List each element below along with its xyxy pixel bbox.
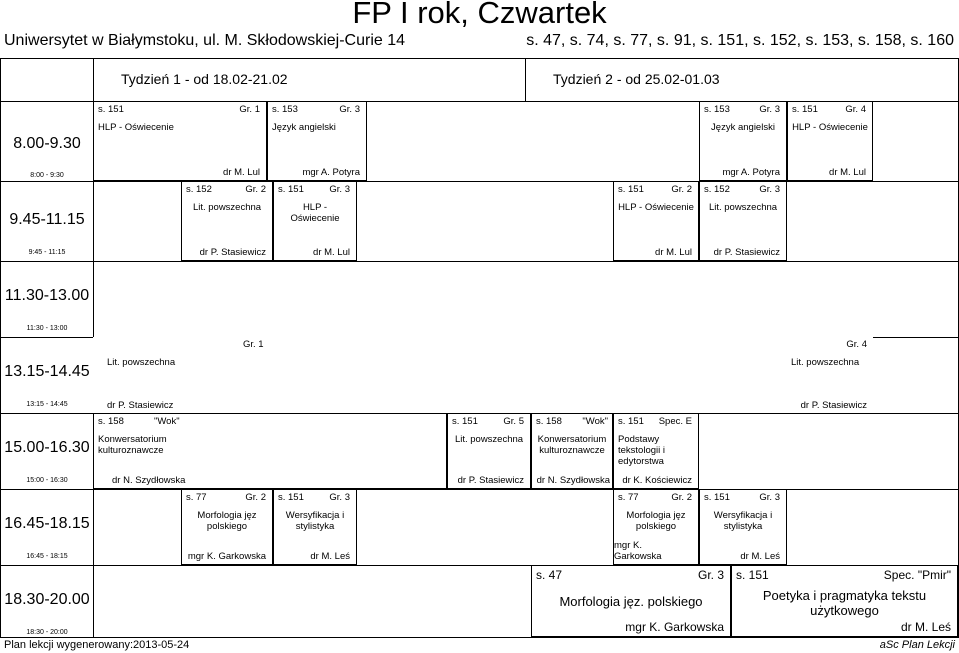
lesson-cell[interactable] (273, 181, 357, 261)
lesson-teacher: dr N. Szydłowska (112, 475, 186, 486)
lesson-room: s. 151 (98, 104, 124, 115)
lesson-subject: Morfologia jęz. polskiego (559, 594, 703, 609)
lesson-group: Spec. E (658, 416, 692, 427)
lesson-subject: Język angielski (711, 122, 775, 133)
page-title: FP I rok, Czwartek (352, 0, 607, 30)
slot-1-time-small: 8:00 - 9:30 (30, 172, 64, 179)
lesson-room: s. 151 (618, 184, 644, 195)
slot-2-time-small: 9:45 - 11:15 (28, 249, 66, 256)
lesson-room: s. 151 (452, 416, 478, 427)
lesson-group: Gr. 3 (339, 104, 360, 115)
lesson-subject: HLP - Oświecenie (618, 202, 694, 213)
slot-7-time: 18.30-20.00 (4, 591, 90, 608)
timetable-grid (0, 58, 959, 638)
lesson-subject: Lit. powszechna (791, 357, 860, 368)
lesson-teacher: dr P. Stasiewicz (800, 400, 867, 411)
slot-4-time: 13.15-14.45 (4, 363, 90, 380)
lesson-room: s. 77 (186, 492, 207, 503)
lesson-subject: Morfologia jęz polskiego (197, 510, 257, 532)
lesson-cell[interactable] (613, 489, 699, 565)
lesson-cell[interactable] (787, 101, 873, 181)
lesson-group: Gr. 5 (503, 416, 524, 427)
lesson-teacher: dr M. Leś (740, 551, 780, 562)
lesson-room: s. 153 (704, 104, 730, 115)
generated-note: Plan lekcji wygenerowany:2013-05-24 (4, 639, 190, 651)
lesson-subject: Wersyfikacja i stylistyka (285, 510, 345, 532)
lesson-teacher: mgr A. Potyra (722, 167, 780, 178)
lesson-subject: Lit. powszechna (454, 434, 524, 445)
lesson-group: Gr. 3 (329, 184, 350, 195)
lesson-teacher: mgr A. Potyra (302, 167, 360, 178)
lesson-teacher: dr P. Stasiewicz (457, 475, 524, 486)
lesson-room: s. 151 (278, 184, 304, 195)
slot-3-time: 11.30-13.00 (4, 287, 90, 304)
slot-3-time-small: 11:30 - 13:00 (26, 325, 68, 332)
lesson-subject: Wersyfikacja i stylistyka (713, 510, 773, 532)
slot-7-time-small: 18:30 - 20:00 (26, 629, 68, 636)
lesson-cell[interactable] (93, 101, 267, 181)
lesson-subject: Język angielski (272, 122, 336, 133)
lesson-room: s. 152 (186, 184, 212, 195)
lesson-room: s. 153 (272, 104, 298, 115)
lesson-cell[interactable] (613, 413, 699, 489)
slot-5-time-small: 15:00 - 16:30 (26, 477, 68, 484)
lesson-teacher: dr P. Stasiewicz (199, 247, 266, 258)
lesson-group: Gr. 2 (245, 184, 266, 195)
lesson-teacher: dr M. Leś (310, 551, 350, 562)
lesson-room: s. 151 (278, 492, 304, 503)
lesson-subject: HLP - Oświecenie (98, 122, 174, 133)
lesson-room: s. 47 (536, 568, 563, 582)
slot-2-time: 9.45-11.15 (9, 211, 85, 228)
lesson-group: Gr. 4 (846, 339, 867, 350)
lesson-group: Gr. 3 (697, 568, 724, 582)
slot-4-time-small: 13:15 - 14:45 (26, 401, 68, 408)
rooms-list: s. 47, s. 74, s. 77, s. 91, s. 151, s. 152, s. 153, s. 158, s. 160 (526, 32, 954, 49)
lesson-room: s. 151 (704, 492, 730, 503)
lesson-teacher: dr M. Lul (313, 247, 350, 258)
lesson-room: s. 151 (618, 416, 644, 427)
lesson-teacher: dr M. Lul (655, 247, 692, 258)
lesson-group: Gr. 3 (759, 104, 780, 115)
lesson-cell[interactable] (273, 489, 357, 565)
lesson-cell[interactable] (699, 101, 787, 181)
lesson-subject: Konwersatorium kulturoznawcze (98, 434, 167, 456)
lesson-subject: HLP - Oświecenie (290, 202, 340, 224)
lesson-group: Gr. 2 (245, 492, 266, 503)
software-credit: aSc Plan Lekcji (879, 639, 955, 651)
lesson-group: Gr. 3 (759, 184, 780, 195)
lesson-group: "Wok" (582, 416, 608, 427)
slot-1-time: 8.00-9.30 (13, 135, 81, 152)
lesson-group: Spec. "Pmir" (883, 568, 951, 582)
lesson-teacher: mgr K. Garkowska (625, 620, 724, 634)
lesson-subject: HLP - Oświecenie (792, 122, 868, 133)
lesson-teacher: dr N. Szydłowska (536, 475, 610, 486)
lesson-group: Gr. 4 (845, 104, 866, 115)
lesson-cell[interactable] (531, 413, 613, 489)
lesson-cell[interactable] (699, 181, 787, 261)
lesson-cell[interactable] (731, 565, 958, 637)
lesson-subject: Podstawy tekstologii i edytorstwa (618, 434, 665, 467)
school-address: Uniwersytet w Białymstoku, ul. M. Skłodowskiej-Curie 14 (4, 32, 406, 49)
lesson-room: s. 152 (704, 184, 730, 195)
lesson-cell[interactable] (93, 413, 447, 489)
lesson-room: s. 158 (536, 416, 562, 427)
week-1-label: Tydzień 1 - od 18.02-21.02 (121, 71, 288, 87)
slot-6-time: 16.45-18.15 (4, 515, 90, 532)
lesson-teacher: mgr K. Garkowska (187, 551, 266, 562)
lesson-group: Gr. 2 (671, 492, 692, 503)
lesson-teacher: dr P. Stasiewicz (713, 247, 780, 258)
lesson-group: Gr. 3 (329, 492, 350, 503)
lesson-room: s. 158 (98, 416, 124, 427)
lesson-subject: Lit. powszechna (708, 202, 778, 213)
week-2-label: Tydzień 2 - od 25.02-01.03 (553, 71, 720, 87)
lesson-subject: Morfologia jęz polskiego (626, 510, 686, 532)
lesson-cell[interactable] (447, 413, 531, 489)
lesson-subject: Poetyka i pragmatyka tekstu użytkowego (762, 588, 927, 618)
lesson-teacher: dr P. Stasiewicz (107, 400, 174, 411)
lesson-teacher: mgr K. Garkowska (614, 540, 662, 562)
lesson-group: Gr. 3 (759, 492, 780, 503)
slot-6-time-small: 16:45 - 18:15 (26, 553, 68, 560)
lesson-room: s. 151 (736, 568, 769, 582)
lesson-cell[interactable] (181, 181, 273, 261)
lesson-group: Gr. 2 (671, 184, 692, 195)
lesson-teacher: dr M. Leś (900, 620, 951, 634)
lesson-teacher: dr M. Lul (223, 167, 260, 178)
lesson-cell[interactable] (699, 489, 787, 565)
lesson-room: s. 151 (792, 104, 818, 115)
lesson-cell[interactable] (613, 181, 699, 261)
lesson-subject: Konwersatorium kulturoznawcze (537, 434, 607, 456)
lesson-subject: Lit. powszechna (107, 357, 176, 368)
lesson-teacher: dr M. Lul (829, 167, 866, 178)
lesson-group: Gr. 1 (243, 339, 264, 350)
lesson-cell[interactable] (701, 337, 873, 413)
lesson-subject: Lit. powszechna (192, 202, 262, 213)
lesson-room: s. 77 (618, 492, 639, 503)
lesson-group: Gr. 1 (239, 104, 260, 115)
lesson-cell[interactable] (181, 489, 273, 565)
lesson-group: "Wok" (154, 416, 180, 427)
lesson-cell[interactable] (531, 565, 731, 637)
slot-5-time: 15.00-16.30 (4, 439, 90, 456)
lesson-cell[interactable] (267, 101, 367, 181)
lesson-teacher: dr K. Kościewicz (622, 475, 692, 486)
